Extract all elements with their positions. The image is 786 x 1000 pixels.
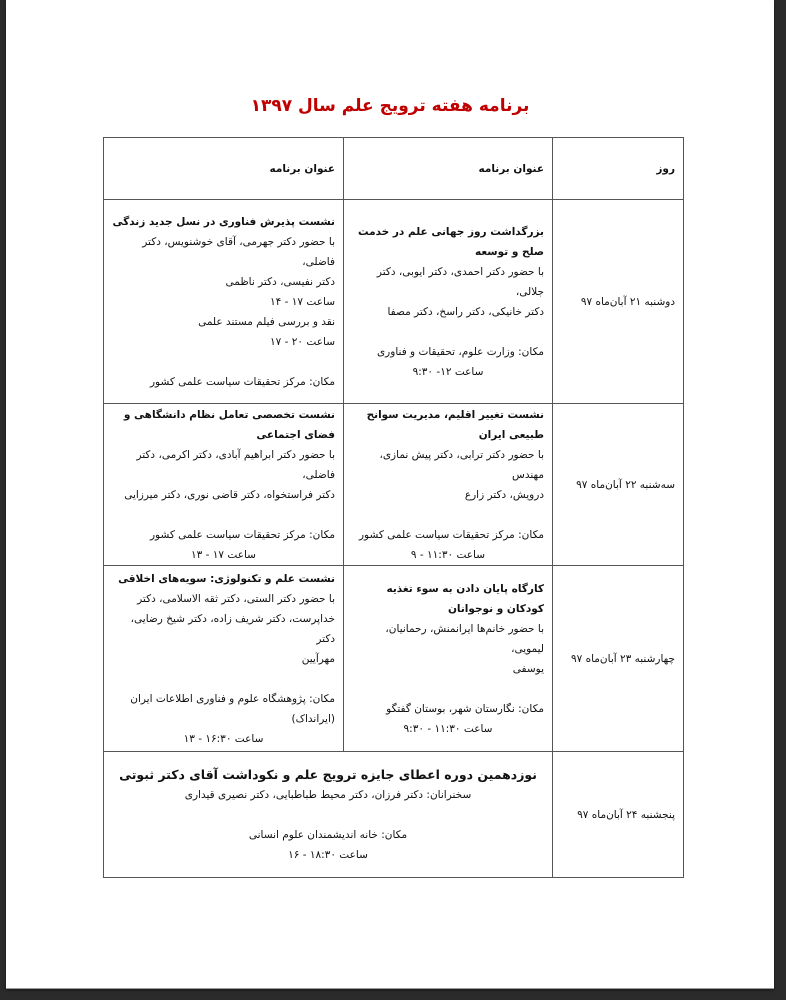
- time-text: ساعت ۱۷ - ۱۴: [270, 295, 335, 308]
- program-title: کارگاه پایان دادن به سوء تغذیه کودکان و نوجوانان: [386, 582, 544, 615]
- venue-text: مکان: نگارستان شهر، بوستان گفتگو: [386, 702, 544, 715]
- day-cell: پنجشنبه ۲۴ آبان‌ماه ۹۷: [553, 752, 684, 878]
- header-program-a: عنوان برنامه: [344, 138, 553, 200]
- attendees-line: با حضور دکتر جهرمی، آقای خوشنویس، دکتر فاضلی،: [142, 235, 335, 268]
- attendees-line: با حضور دکتر الستی، دکتر ثقه الاسلامی، دکتر: [137, 592, 335, 605]
- day-cell: دوشنبه ۲۱ آبان‌ماه ۹۷: [553, 200, 684, 404]
- program-cell: [344, 200, 553, 404]
- attendees-line: دکتر نفیسی، دکتر ناظمی: [225, 275, 335, 288]
- attendees-line: با حضور خانم‌ها ایرانمنش، رحمانیان، لیمویی،: [385, 622, 544, 655]
- table-row: [104, 752, 684, 878]
- venue-text: (ایرانداک): [291, 712, 335, 725]
- time-text: ساعت ۲۰ - ۱۷: [270, 335, 335, 348]
- program-cell: [104, 404, 344, 566]
- venue-text: مکان: پژوهشگاه علوم و فناوری اطلاعات ایران: [130, 692, 335, 705]
- attendees-line: با حضور دکتر ترابی، دکتر پیش نمازی، مهندس: [379, 448, 544, 481]
- attendees-line: درویش، دکتر زارع: [464, 488, 544, 501]
- venue-text: مکان: مرکز تحقیقات سیاست علمی کشور: [358, 528, 544, 541]
- venue-text: مکان: مرکز تحقیقات سیاست علمی کشور: [149, 528, 335, 541]
- time-text: ساعت ۱۶:۳۰ - ۱۳: [183, 732, 264, 745]
- attendees-line: دکتر فراستخواه، دکتر قاضی نوری، دکتر میرزایی: [124, 488, 335, 501]
- program-subtitle: نقد و بررسی فیلم مستند علمی: [198, 315, 335, 328]
- attendees-line: خداپرست، دکتر شریف زاده، دکتر شیخ رضایی، دکتر: [130, 612, 335, 645]
- venue-text: مکان: وزارت علوم، تحقیقات و فناوری: [376, 345, 544, 358]
- program-title: نشست تخصصی تعامل نظام دانشگاهی و فضای اجتماعی: [123, 408, 335, 441]
- time-text: ساعت ۱۲- ۹:۳۰: [412, 365, 484, 378]
- program-cell: [344, 566, 553, 752]
- program-cell: [344, 404, 553, 566]
- time-text: ساعت ۱۸:۳۰ - ۱۶: [288, 848, 368, 861]
- header-program-b: عنوان برنامه: [104, 138, 344, 200]
- program-title: نوزدهمین دوره اعطای جایزه ترویج علم و نکوداشت آقای دکتر ثبوتی: [119, 766, 537, 782]
- venue-text: مکان: خانه اندیشمندان علوم انسانی: [248, 828, 408, 841]
- attendees-line: دکتر خانیکی، دکتر راسخ، دکتر مصفا: [387, 305, 544, 318]
- program-title: نشست تغییر اقلیم، مدیریت سوانح طبیعی ایران: [366, 408, 544, 441]
- time-text: ساعت ۱۱:۳۰ - ۹:۳۰: [403, 722, 493, 735]
- time-text: ساعت ۱۱:۳۰ - ۹: [410, 548, 486, 561]
- program-cell-merged: [104, 752, 553, 878]
- table-row: [104, 566, 684, 752]
- day-cell: سه‌شنبه ۲۲ آبان‌ماه ۹۷: [553, 404, 684, 566]
- program-title: نشست علم و تکنولوژی: سویه‌های اخلاقی: [118, 572, 335, 585]
- program-title: بزرگداشت روز جهانی علم در خدمت صلح و توسعه: [357, 225, 544, 258]
- day-cell: چهارشنبه ۲۳ آبان‌ماه ۹۷: [553, 566, 684, 752]
- program-title: نشست پذیرش فناوری در نسل جدید زندگی: [112, 215, 335, 228]
- table-header-row: [104, 138, 684, 200]
- document-page: [6, 0, 774, 989]
- venue-text: مکان: مرکز تحقیقات سیاست علمی کشور: [149, 375, 335, 388]
- time-text: ساعت ۱۷ - ۱۳: [191, 548, 256, 561]
- program-cell: [104, 566, 344, 752]
- attendees-line: یوسفی: [512, 662, 544, 675]
- header-day: روز: [553, 138, 684, 200]
- table-row: [104, 404, 684, 566]
- program-cell: [104, 200, 344, 404]
- page-title: برنامه هفته ترویج علم سال ۱۳۹۷: [250, 96, 530, 116]
- attendees-line: مهرآیین: [301, 652, 335, 665]
- attendees-line: با حضور دکتر ابراهیم آبادی، دکتر اکرمی، دکتر فاضلی،: [136, 448, 335, 481]
- schedule-table: [103, 137, 684, 878]
- attendees-line: با حضور دکتر احمدی، دکتر ایوبی، دکتر جلالی،: [376, 265, 544, 298]
- speakers-line: سخنرانان: دکتر فرزان، دکتر محیط طباطبایی، دکتر نصیری قیداری: [184, 788, 472, 801]
- table-row: [104, 200, 684, 404]
